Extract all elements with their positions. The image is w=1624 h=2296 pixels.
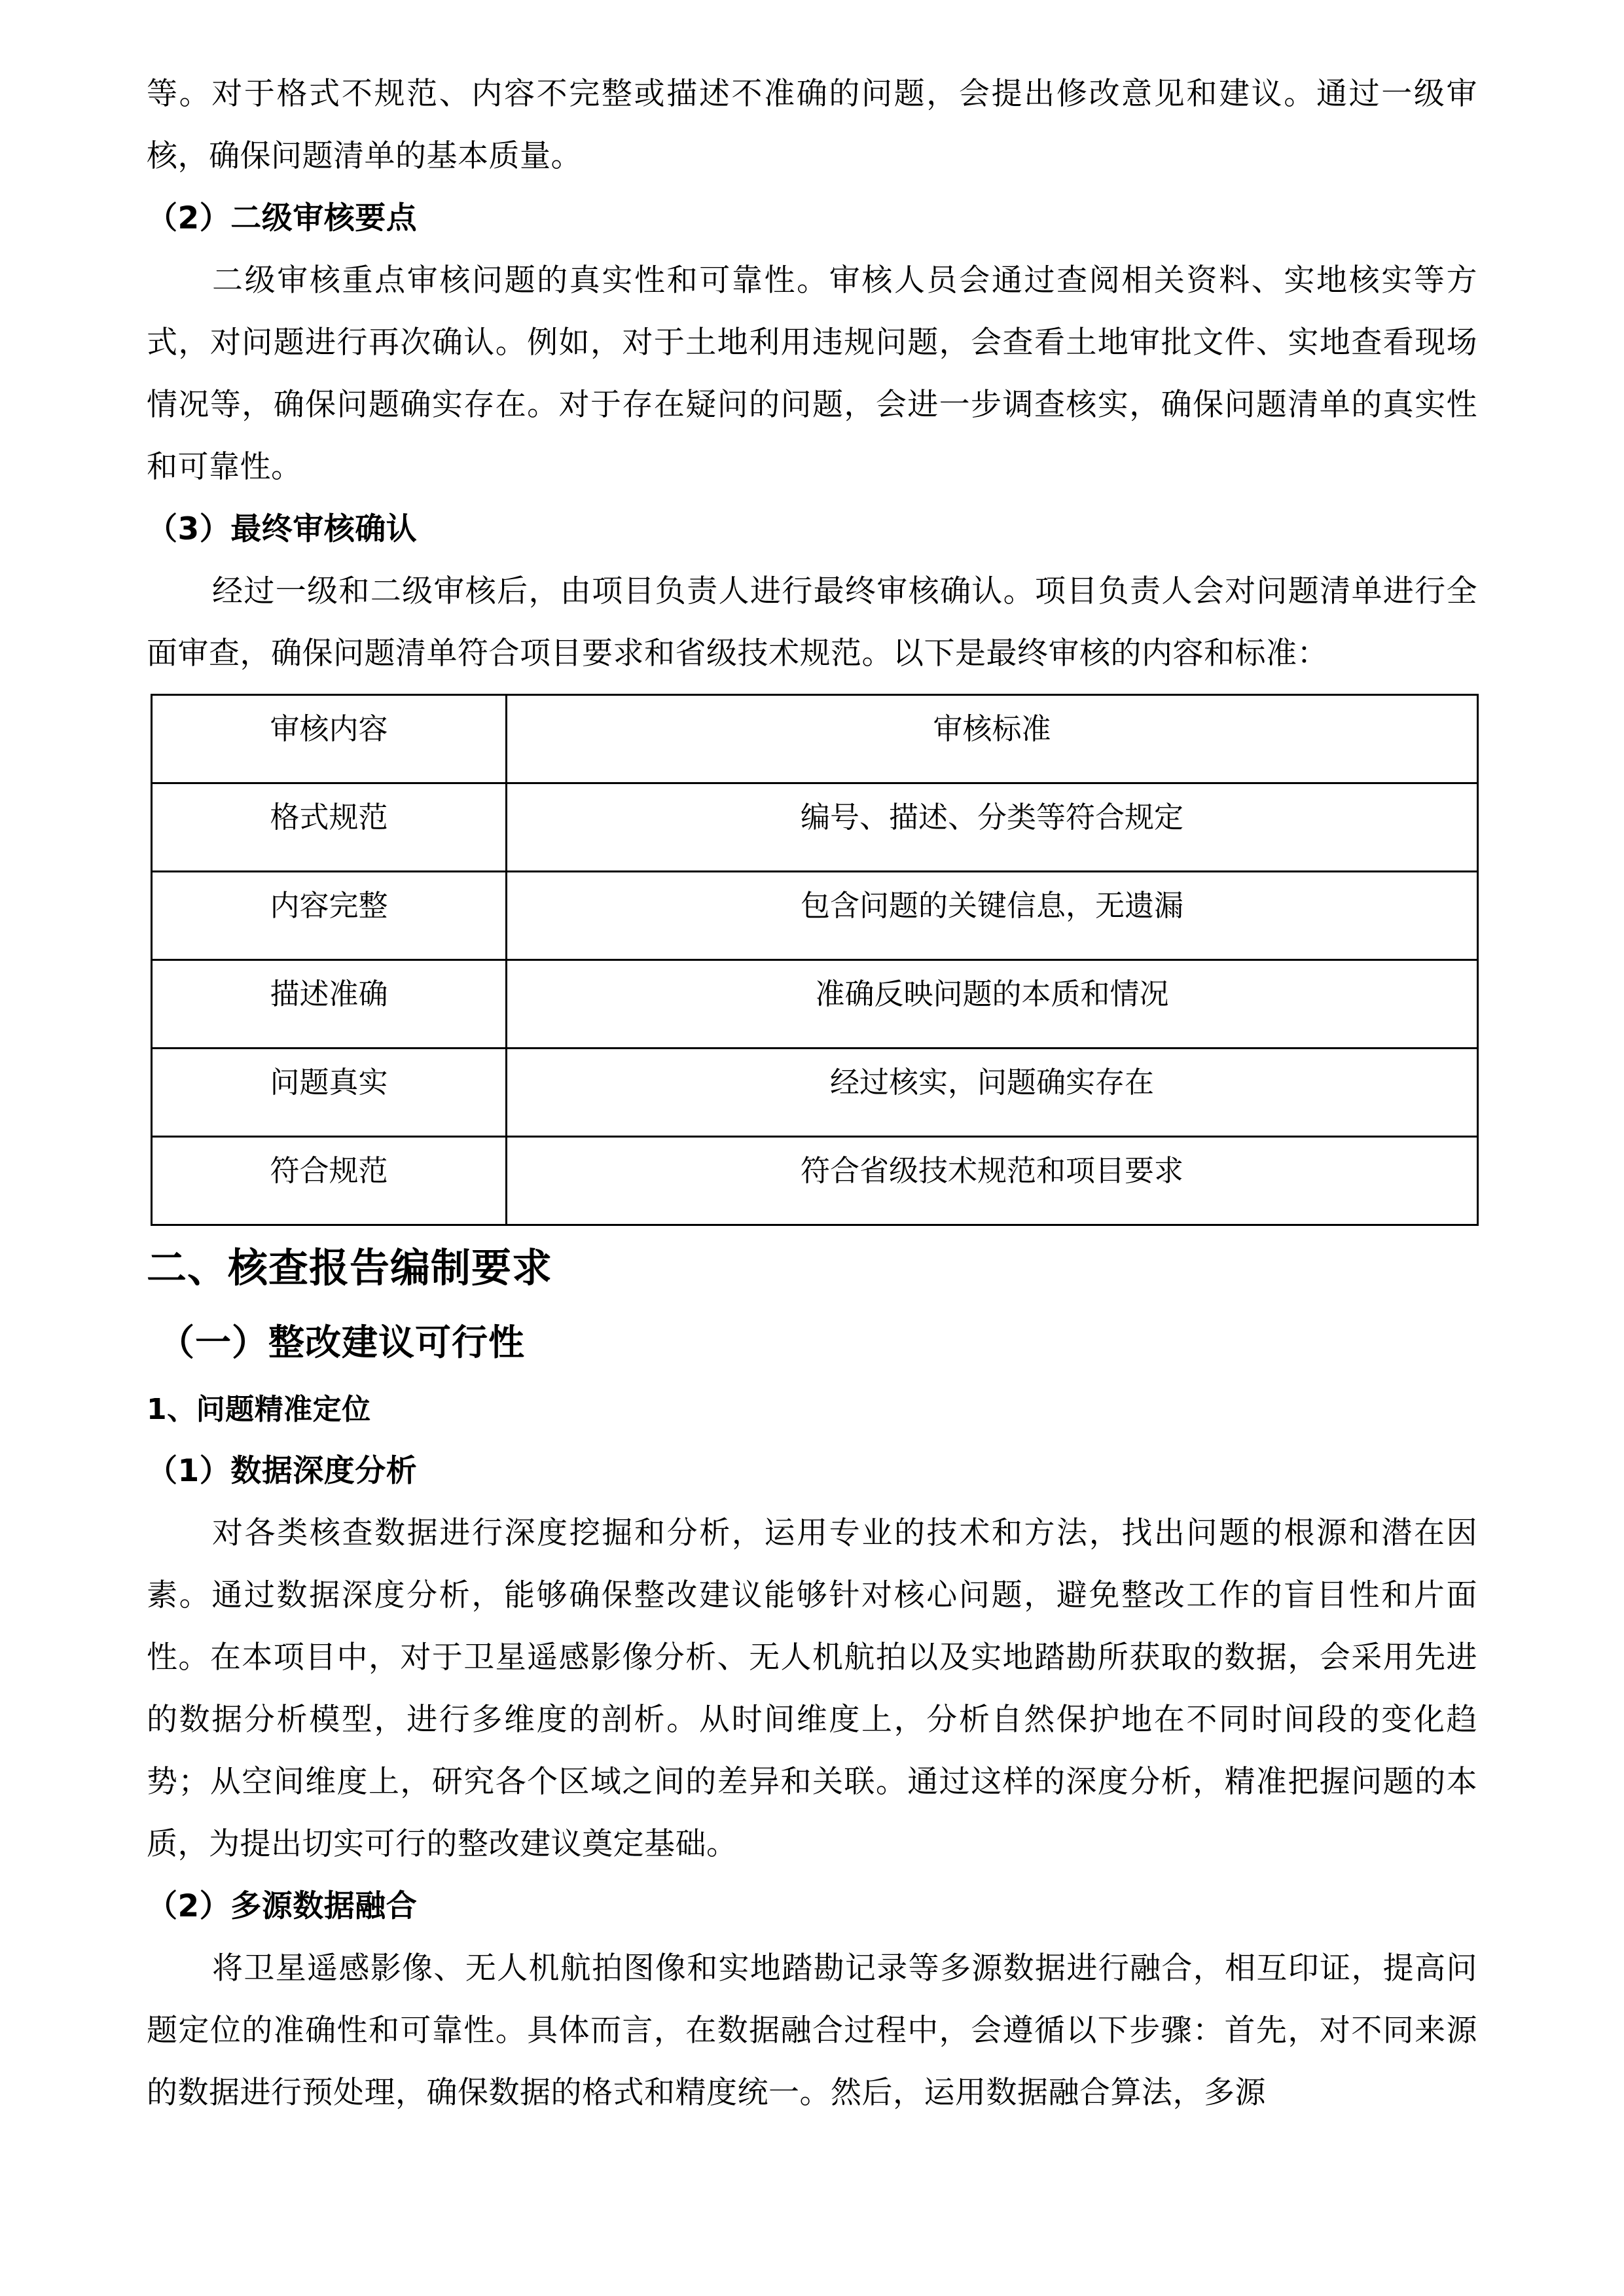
heading-second-level-review-points: （2）二级审核要点: [147, 200, 418, 236]
table-row: [152, 783, 1478, 872]
table-cell-standard: 符合省级技术规范和项目要求: [507, 1137, 1478, 1225]
heading-precise-problem-location: 1、问题精准定位: [147, 1393, 371, 1426]
table-cell-standard: 编号、描述、分类等符合规定: [507, 783, 1478, 872]
table-cell-standard: 经过核实，问题确实存在: [507, 1049, 1478, 1137]
table-cell-standard: 包含问题的关键信息，无遗漏: [507, 872, 1478, 960]
paragraph-multi-source-data-fusion: 将卫星遥感影像、无人机航拍图像和实地踏勘记录等多源数据进行融合，相互印证，提高问题定位的准确性和可靠性。具体而言，在数据融合过程中，会遵循以下步骤：首先，对不同来源的数据进行预处理，确保数据的格式和精度统一。然后，运用数据融合算法，多源: [147, 1950, 1477, 2111]
table-cell-content: 格式规范: [152, 783, 507, 872]
subsection-heading-rectification-feasibility: （一）整改建议可行性: [158, 1321, 526, 1363]
table-row: [152, 960, 1478, 1049]
table-cell-standard: 准确反映问题的本质和情况: [507, 960, 1478, 1049]
table-header-row: [152, 695, 1478, 783]
review-standards-table: [151, 694, 1479, 1226]
table-header-cell-standard: 审核标准: [507, 695, 1478, 783]
table-row: [152, 1137, 1478, 1225]
table-row: [152, 1049, 1478, 1137]
table-cell-content: 内容完整: [152, 872, 507, 960]
heading-multi-source-data-fusion: （2）多源数据融合: [147, 1888, 418, 1924]
paragraph-data-depth-analysis: 对各类核查数据进行深度挖掘和分析，运用专业的技术和方法，找出问题的根源和潜在因素。通过数据深度分析，能够确保整改建议能够针对核心问题，避免整改工作的盲目性和片面性。在本项目中，对于卫星遥感影像分析、无人机航拍以及实地踏勘所获取的数据，会采用先进的数据分析模型，进行多维度的剖析。从时间维度上，分析自然保护地在不同时间段的变化趋势；从空间维度上，研究各个区域之间的差异和关联。通过这样的深度分析，精准把握问题的本质，为提出切实可行的整改建议奠定基础。: [147, 1515, 1477, 1862]
paragraph-first-level-review: 等。对于格式不规范、内容不完整或描述不准确的问题，会提出修改意见和建议。通过一级审核，确保问题清单的基本质量。: [147, 76, 1477, 174]
table-header-cell-content: 审核内容: [152, 695, 507, 783]
table-cell-content: 符合规范: [152, 1137, 507, 1225]
section-heading-report-requirements: 二、核查报告编制要求: [147, 1245, 553, 1291]
heading-final-review-confirmation: （3）最终审核确认: [147, 511, 418, 547]
heading-data-depth-analysis: （1）数据深度分析: [147, 1453, 418, 1489]
paragraph-second-level-review: 二级审核重点审核问题的真实性和可靠性。审核人员会通过查阅相关资料、实地核实等方式，对问题进行再次确认。例如，对于土地利用违规问题，会查看土地审批文件、实地查看现场情况等，确保问题确实存在。对于存在疑问的问题，会进一步调查核实，确保问题清单的真实性和可靠性。: [147, 262, 1477, 485]
table-cell-content: 描述准确: [152, 960, 507, 1049]
table-row: [152, 872, 1478, 960]
paragraph-final-review: 经过一级和二级审核后，由项目负责人进行最终审核确认。项目负责人会对问题清单进行全面审查，确保问题清单符合项目要求和省级技术规范。以下是最终审核的内容和标准：: [147, 573, 1477, 672]
table-cell-content: 问题真实: [152, 1049, 507, 1137]
